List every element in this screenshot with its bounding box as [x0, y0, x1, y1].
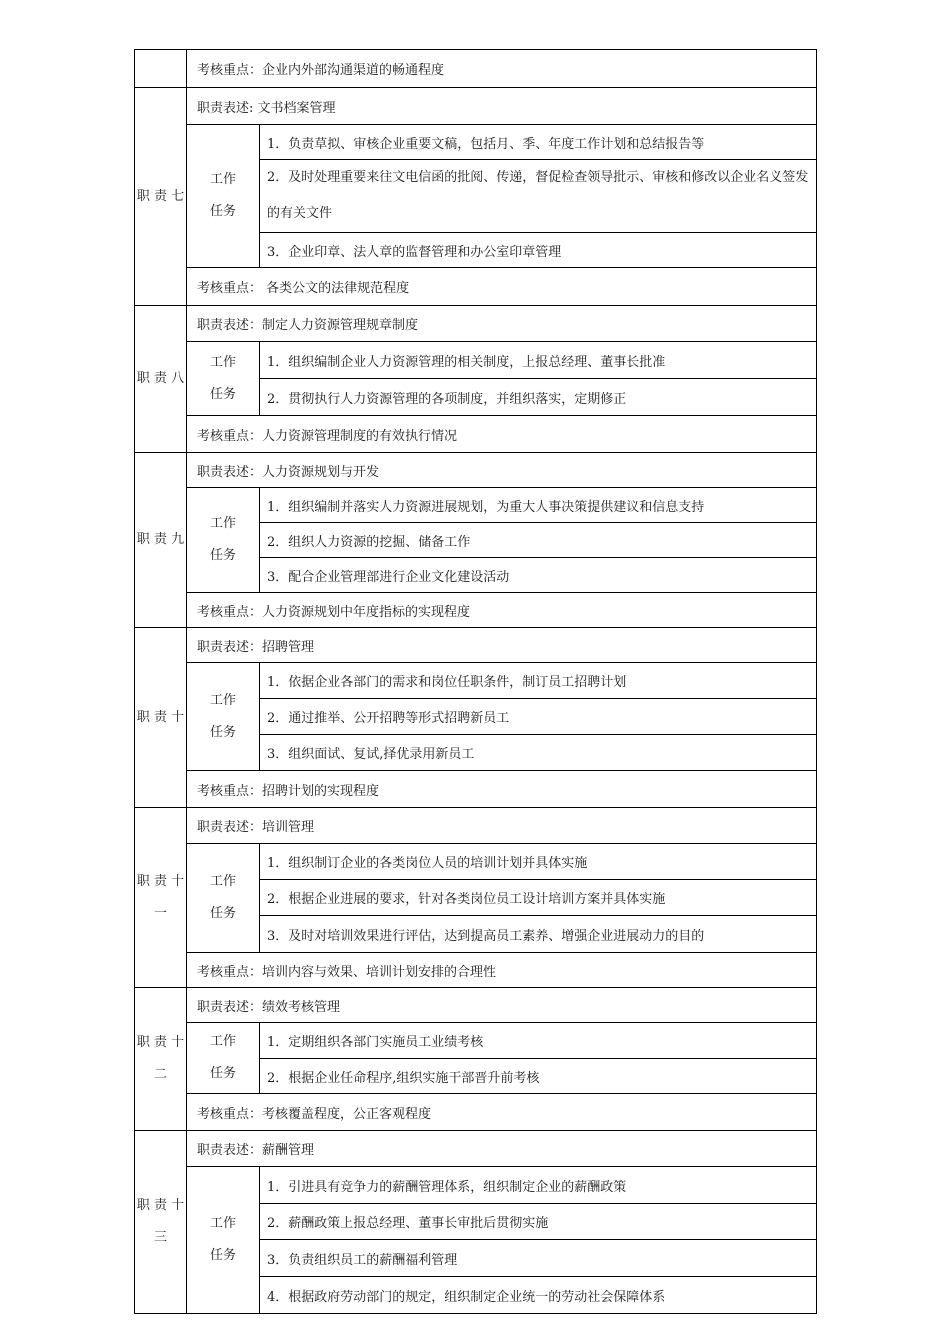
duty-number-cell [135, 808, 187, 988]
duty-number-char: 责 [154, 1198, 168, 1213]
task-item: 2．根据企业进展的要求，针对各类岗位员工设计培训方案并具体实施 [260, 880, 817, 916]
work-task-label-text: 工作 [209, 172, 236, 187]
duty-table-page [134, 49, 816, 1318]
task-item: 1．负责草拟、审核企业重要文稿，包括月、季、年度工作计划和总结报告等 [260, 125, 817, 160]
work-task-label-text: 任务 [209, 204, 236, 219]
work-task-label [187, 1167, 260, 1314]
key-point-row: 考核重点：培训内容与效果、培训计划安排的合理性 [187, 953, 817, 988]
task-item: 1．组织编制企业人力资源管理的相关制度，上报总经理、董事长批准 [260, 342, 817, 379]
key-point-row: 考核重点：考核覆盖程度，公正客观程度 [187, 1094, 817, 1131]
work-task-label [187, 488, 260, 593]
task-item: 2．通过推举、公开招聘等形式招聘新员工 [260, 699, 817, 735]
duty-description: 职责表述：人力资源规划与开发 [187, 453, 817, 488]
task-item: 2．根据企业任命程序,组织实施干部晋升前考核 [260, 1059, 817, 1094]
work-task-label-text: 工作 [209, 874, 236, 889]
work-task-label-text: 工作 [209, 354, 236, 370]
duty-number-char: 责 [154, 532, 168, 547]
work-task-label-text: 工作 [209, 1216, 236, 1231]
task-item: 3．及时对培训效果进行评估，达到提高员工素养、增强企业进展动力的目的 [260, 916, 817, 953]
work-task-label-text: 工作 [209, 516, 236, 531]
duty-number-char: 职 [136, 873, 150, 889]
duty-number-char: 十 [171, 709, 185, 725]
task-item: 1．依据企业各部门的需求和岗位任职条件，制订员工招聘计划 [260, 663, 817, 699]
key-point-row: 考核重点：招聘计划的实现程度 [187, 771, 817, 808]
work-task-label-text: 任务 [209, 548, 236, 563]
duty-number-char: 十 [171, 1035, 185, 1050]
task-item: 2．组织人力资源的挖掘、储备工作 [260, 523, 817, 558]
duty-number-char: 责 [154, 188, 168, 204]
task-item: 3．企业印章、法人章的监督管理和办公室印章管理 [260, 233, 817, 268]
task-item: 2．贯彻执行人力资源管理的各项制度，并组织落实，定期修正 [260, 379, 817, 416]
work-task-label [187, 342, 260, 416]
duty-number-char: 职 [136, 371, 150, 386]
key-point-row: 考核重点：人力资源管理制度的有效执行情况 [187, 416, 817, 453]
duty-number-cell [135, 1131, 187, 1314]
key-point-row: 考核重点：人力资源规划中年度指标的实现程度 [187, 593, 817, 628]
duty-number-cell [135, 88, 187, 306]
duty-number-char: 九 [171, 532, 185, 547]
task-item: 3．组织面试、复试,择优录用新员工 [260, 735, 817, 771]
duty-number-char: 一 [154, 905, 168, 921]
duty-number-cell [135, 306, 187, 453]
duty-description: 职责表述：薪酬管理 [187, 1131, 817, 1167]
duty-number-char: 职 [136, 1198, 150, 1213]
task-item: 2．薪酬政策上报总经理、董事长审批后贯彻实施 [260, 1204, 817, 1240]
duty-number-char: 三 [154, 1230, 168, 1245]
key-point-row: 考核重点：企业内外部沟通渠道的畅通程度 [187, 50, 817, 88]
duty-number-cell [135, 988, 187, 1131]
work-task-label [187, 663, 260, 771]
duty-number-cell [135, 453, 187, 628]
key-point-row: 考核重点： 各类公文的法律规范程度 [187, 268, 817, 306]
duty-number-char: 七 [171, 188, 185, 204]
duty-table [134, 49, 817, 1314]
duty-number-char: 职 [136, 532, 150, 547]
duty-description: 职责表述: 文书档案管理 [187, 88, 817, 125]
empty-number-cell [135, 50, 187, 88]
duty-number-char: 职 [136, 188, 150, 204]
work-task-label-text: 工作 [209, 692, 236, 708]
task-item: 4．根据政府劳动部门的规定，组织制定企业统一的劳动社会保障体系 [260, 1277, 817, 1314]
duty-number-char: 责 [154, 873, 168, 889]
duty-number-char: 十 [171, 873, 185, 889]
task-item: 1．组织制订企业的各类岗位人员的培训计划并具体实施 [260, 844, 817, 880]
task-item: 1．定期组织各部门实施员工业绩考核 [260, 1023, 817, 1059]
task-item: 1．组织编制并落实人力资源进展规划，为重大人事决策提供建议和信息支持 [260, 488, 817, 523]
duty-number-cell [135, 628, 187, 808]
work-task-label-text: 任务 [209, 1066, 236, 1081]
duty-number-char: 责 [154, 371, 168, 386]
work-task-label [187, 1023, 260, 1094]
duty-number-char: 二 [154, 1067, 168, 1082]
duty-description: 职责表述：制定人力资源管理规章制度 [187, 306, 817, 342]
duty-number-char: 责 [154, 1035, 168, 1050]
task-item: 3．配合企业管理部进行企业文化建设活动 [260, 558, 817, 593]
task-item: 2．及时处理重要来往文电信函的批阅、传递，督促检查领导批示、审核和修改以企业名义签发的有关文件 [260, 160, 817, 233]
duty-number-char: 十 [171, 1198, 185, 1213]
work-task-label [187, 844, 260, 953]
duty-description: 职责表述：培训管理 [187, 808, 817, 844]
work-task-label-text: 工作 [209, 1034, 236, 1049]
work-task-label [187, 125, 260, 268]
work-task-label-text: 任务 [209, 906, 236, 921]
duty-number-char: 职 [136, 709, 150, 725]
work-task-label-text: 任务 [209, 724, 236, 740]
duty-number-char: 责 [154, 709, 168, 725]
duty-description: 职责表述：招聘管理 [187, 628, 817, 663]
work-task-label-text: 任务 [209, 1248, 236, 1263]
work-task-label-text: 任务 [209, 386, 236, 402]
task-item: 1．引进具有竞争力的薪酬管理体系，组织制定企业的薪酬政策 [260, 1167, 817, 1204]
task-item: 3．负责组织员工的薪酬福利管理 [260, 1240, 817, 1277]
duty-description: 职责表述：绩效考核管理 [187, 988, 817, 1023]
duty-number-char: 职 [136, 1035, 150, 1050]
duty-number-char: 八 [171, 371, 185, 386]
